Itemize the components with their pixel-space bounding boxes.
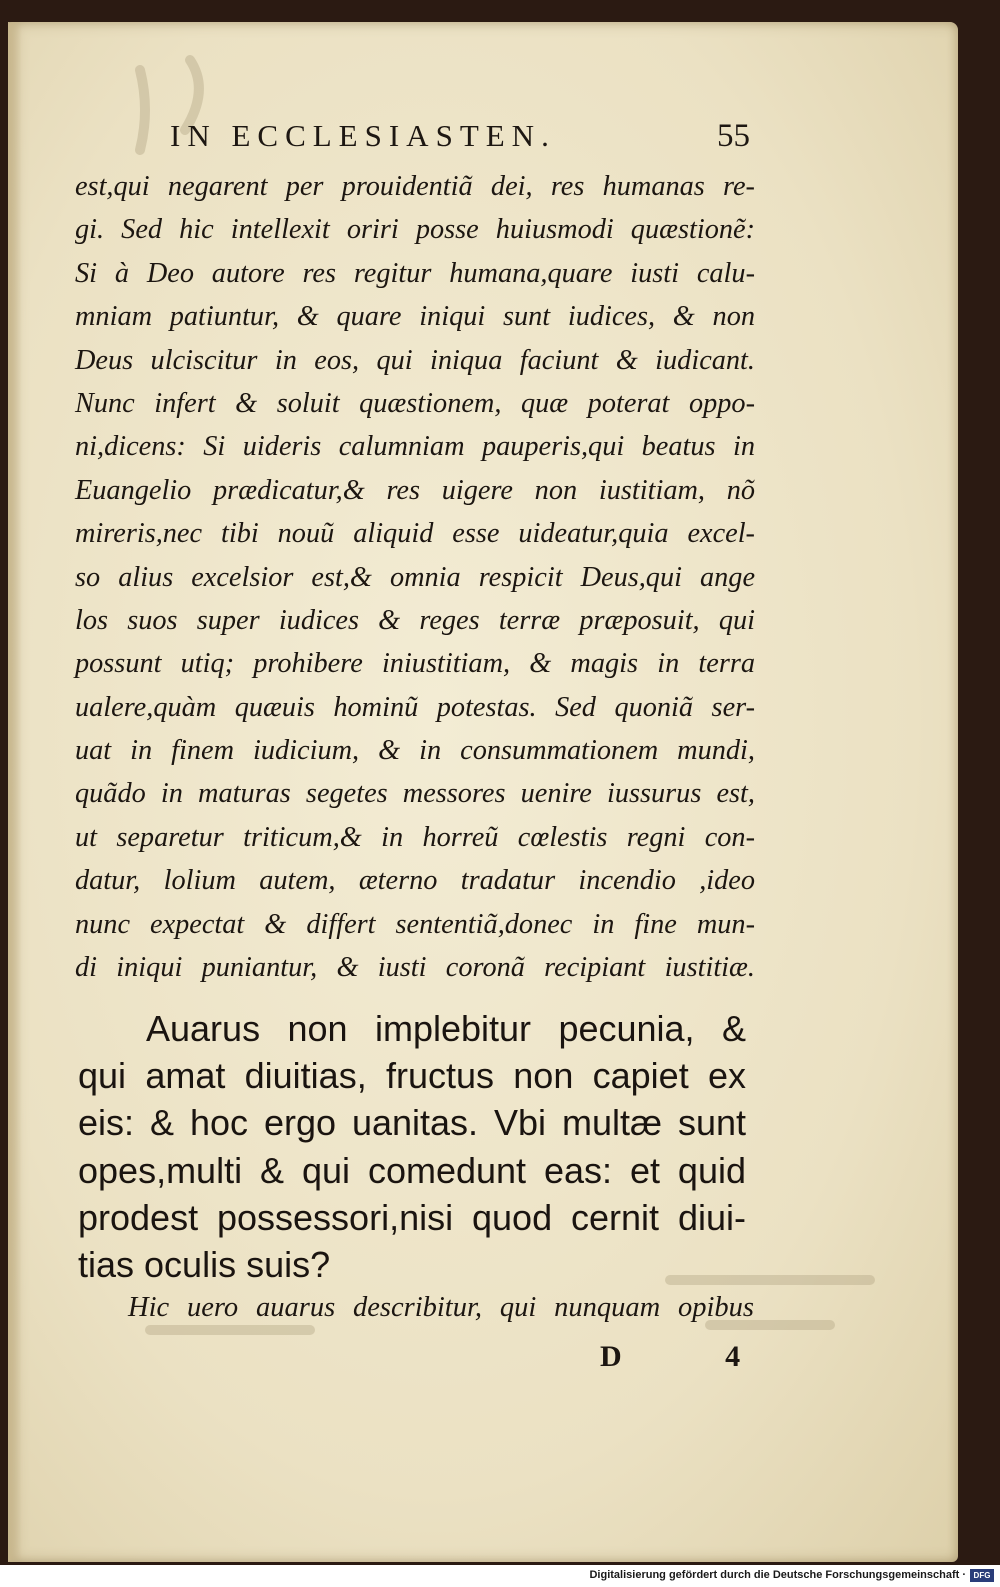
gloss-line: est,qui negarent per prouidentiã dei, res humanas re-: [75, 171, 755, 202]
gloss-line: mireris,nec tibi nouũ aliquid esse uideatur,quia excel-: [75, 518, 755, 550]
gloss-line: nunc expectat & differt sententiã,donec in fine mun-: [75, 908, 755, 940]
gloss-line: Euangelio prædicatur,& res uigere non iustitiam, nõ: [75, 474, 755, 506]
gloss-line: uat in finem iudicium, & in consummationem mundi,: [75, 735, 755, 767]
signature-mark: D 4: [600, 1340, 789, 1373]
scripture-verse: [78, 1005, 746, 1288]
gloss-line: di iniqui puniantur, & iusti coronã recipiant iustitiæ.: [75, 952, 755, 984]
gloss-line: possunt utiq; prohibere iniustitiam, & magis in terra: [75, 648, 755, 680]
page-header: [170, 118, 750, 168]
verse-line: qui amat diuitias, fructus non capiet ex: [78, 1055, 746, 1097]
gloss-line: Nunc infert & soluit quæstionem, quæ poterat oppo-: [75, 387, 755, 419]
verse-line: eis: & hoc ergo uanitas. Vbi multæ sunt: [78, 1102, 746, 1144]
page-gutter-shadow: [8, 22, 22, 1562]
gloss-line: Deus ulciscitur in eos, qui iniqua faciunt & iudicant.: [75, 344, 755, 376]
gloss-line: so alius excelsior est,& omnia respicit Deus,qui ange: [75, 561, 755, 593]
gloss-line: los suos super iudices & reges terræ præposuit, qui: [75, 604, 755, 636]
gloss-line: Si à Deo autore res regitur humana,quare iusti calu-: [75, 257, 755, 289]
gloss-line: quãdo in maturas segetes messores uenire iussurus est,: [75, 778, 755, 810]
gloss-line: datur, lolium autem, æterno tradatur incendio ,ideo: [75, 865, 755, 897]
gloss-line: ni,dicens: Si uideris calumniam pauperis,qui beatus in: [75, 431, 755, 463]
gloss-line: mniam patiuntur, & quare iniqui sunt iudices, & non: [75, 301, 755, 333]
gloss-paragraph: [75, 165, 755, 989]
verse-line: opes,multi & qui comedunt eas: et quid: [78, 1149, 746, 1191]
dfg-logo: DFG: [970, 1569, 994, 1582]
running-head: IN ECCLESIASTEN.: [170, 118, 556, 153]
gloss-line: gi. Sed hic intellexit oriri posse huiusmodi quæstionẽ:: [75, 214, 755, 246]
page-number: 55: [717, 118, 750, 154]
verse-line: prodest possessori,nisi quod cernit diui-: [78, 1196, 746, 1238]
verse-line: tias oculis suis?: [78, 1243, 331, 1285]
digitization-credit: Digitalisierung gefördert durch die Deutsche Forschungsgemeinschaft ·: [589, 1569, 966, 1581]
commentary-line: Hic uero auarus describitur, qui nunquam opibus: [128, 1292, 754, 1323]
gloss-line: ut separetur triticum,& in horreũ cœlestis regni con-: [75, 821, 755, 853]
verse-line: Auarus non implebitur pecunia, &: [146, 1008, 746, 1049]
gloss-line: ualere,quàm quæuis hominũ potestas. Sed quoniã ser-: [75, 691, 755, 723]
